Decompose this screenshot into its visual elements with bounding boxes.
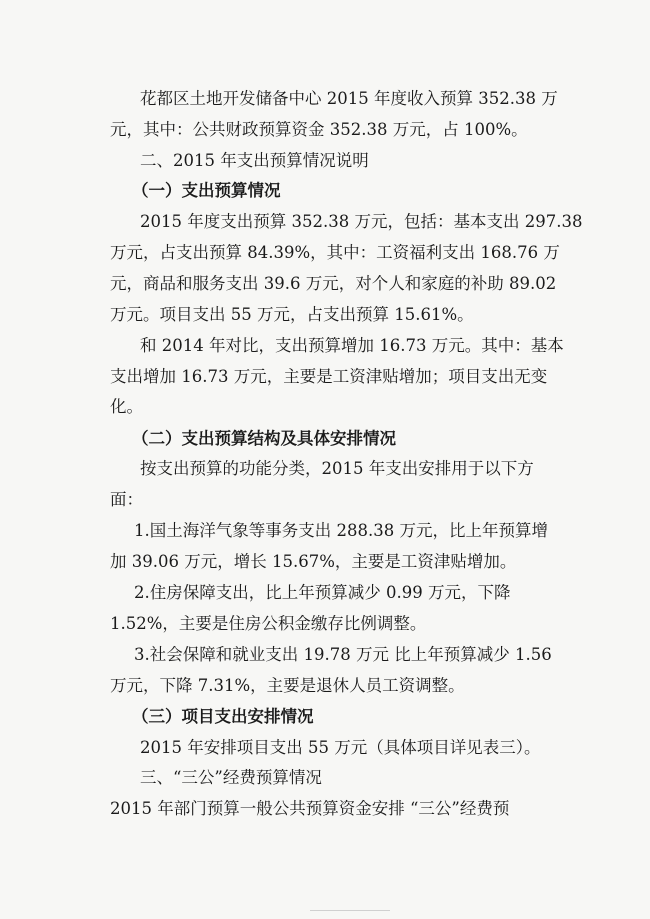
list-item-3-line-1: 3.社会保障和就业支出 19.78 万元 比上年预算减少 1.56 bbox=[134, 645, 552, 664]
paragraph-line-1: 花都区土地开发储备中心 2015 年度收入预算 352.38 万 bbox=[140, 89, 558, 108]
paragraph-line-6: 万元，占支出预算 84.39%，其中：工资福利支出 168.76 万 bbox=[110, 243, 560, 262]
paragraph-line-24: 2015 年部门预算一般公共预算资金安排 “三公”经费预 bbox=[110, 799, 510, 818]
list-item-1-line-2: 加 39.06 万元，增长 15.67%，主要是工资津贴增加。 bbox=[110, 552, 517, 571]
paragraph-line-13: 按支出预算的功能分类，2015 年支出安排用于以下方 bbox=[140, 459, 534, 478]
list-item-2-line-2: 1.52%，主要是住房公积金缴存比例调整。 bbox=[110, 614, 427, 633]
section-heading-3: 三、“三公”经费预算情况 bbox=[140, 768, 322, 787]
paragraph-line-22: 2015 年安排项目支出 55 万元（具体项目详见表三）。 bbox=[140, 738, 541, 757]
section-heading-2: 二、2015 年支出预算情况说明 bbox=[140, 151, 369, 170]
footer-divider bbox=[310, 910, 390, 911]
paragraph-line-8: 万元。项目支出 55 万元，占支出预算 15.61%。 bbox=[110, 305, 474, 324]
subheading-1: （一）支出预算情况 bbox=[132, 181, 281, 200]
paragraph-line-11: 化。 bbox=[110, 397, 143, 416]
subheading-2: （二）支出预算结构及具体安排情况 bbox=[132, 429, 396, 448]
paragraph-line-2: 元，其中：公共财政预算资金 352.38 万元，占 100%。 bbox=[110, 120, 528, 139]
list-item-3-line-2: 万元，下降 7.31%，主要是退休人员工资调整。 bbox=[110, 676, 465, 695]
subheading-3: （三）项目支出安排情况 bbox=[132, 707, 314, 726]
list-item-2-line-1: 2.住房保障支出，比上年预算减少 0.99 万元，下降 bbox=[134, 583, 511, 602]
paragraph-line-9: 和 2014 年对比，支出预算增加 16.73 万元。其中：基本 bbox=[140, 336, 564, 355]
paragraph-line-14: 面： bbox=[110, 490, 143, 509]
paragraph-line-10: 支出增加 16.73 万元，主要是工资津贴增加；项目支出无变 bbox=[110, 367, 548, 386]
list-item-1-line-1: 1.国土海洋气象等事务支出 288.38 万元，比上年预算增 bbox=[134, 521, 548, 540]
paragraph-line-5: 2015 年度支出预算 352.38 万元，包括：基本支出 297.38 bbox=[140, 212, 583, 231]
paragraph-line-7: 元，商品和服务支出 39.6 万元，对个人和家庭的补助 89.02 bbox=[110, 274, 557, 293]
